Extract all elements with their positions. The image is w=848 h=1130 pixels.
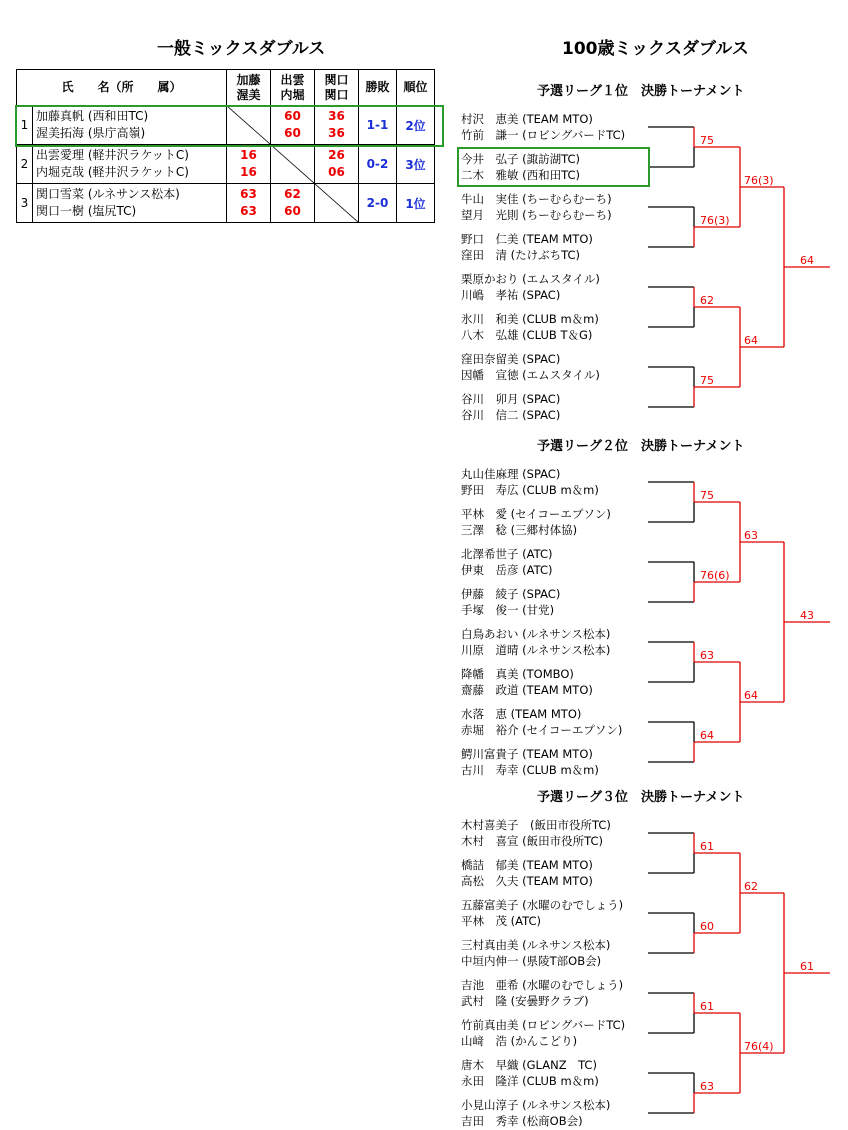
match-score: 75 <box>700 374 714 387</box>
player-name: 谷川 卯月 (SPAC) <box>461 392 561 406</box>
player-name: 鰐川富貴子 (TEAM MTO) <box>461 747 593 761</box>
header-name: 氏 名（所 属） <box>17 70 227 106</box>
player-name: 高松 久夫 (TEAM MTO) <box>461 874 593 888</box>
player-name: 関口一樹 (塩尻TC) <box>36 204 137 218</box>
senior-title: 100歳ミックスダブルス <box>562 39 749 59</box>
section-heading: 予選リーグ２位 決勝トーナメント <box>537 439 745 454</box>
player-name: 降幡 真美 (TOMBO) <box>461 667 574 681</box>
player-name: 永田 隆洋 (CLUB m＆m) <box>461 1074 599 1088</box>
header-col2: 出雲 内堀 <box>271 70 315 106</box>
player-name: 関口雪菜 (ルネサンス松本) <box>36 187 180 201</box>
match-score: 75 <box>700 489 714 502</box>
final-score: 64 <box>800 254 814 267</box>
player-name: 小見山淳子 (ルネサンス松本) <box>461 1098 611 1112</box>
header-col3: 関口 関口 <box>315 70 359 106</box>
row-number: 1 <box>17 106 33 145</box>
score-cell: 62 60 <box>271 184 315 223</box>
general-title: 一般ミックスダブルス <box>157 39 326 59</box>
player-name: 伊東 岳彦 (ATC) <box>461 563 553 577</box>
player-name: 平林 愛 (セイコーエプソン) <box>461 507 611 521</box>
player-name: 三村真由美 (ルネサンス松本) <box>461 938 611 952</box>
player-name: 谷川 信二 (SPAC) <box>461 408 561 422</box>
player-name: 望月 光則 (ちーむらむーち) <box>461 208 612 222</box>
player-name: 野口 仁美 (TEAM MTO) <box>461 232 593 246</box>
player-name: 三澤 稔 (三郷村体協) <box>461 523 578 537</box>
score-cell: 60 60 <box>271 106 315 145</box>
player-name: 中垣内伸一 (県陵T部OB会) <box>461 954 602 968</box>
rank: 1位 <box>397 184 435 223</box>
player-name: 氷川 和美 (CLUB m＆m) <box>461 312 599 326</box>
match-score: 61 <box>700 1000 714 1013</box>
player-name: 牛山 実佳 (ちーむらむーち) <box>461 192 612 206</box>
player-name: 木村喜美子 (飯田市役所TC) <box>461 818 611 832</box>
win-loss: 2-0 <box>359 184 397 223</box>
player-name: 橋詰 郁美 (TEAM MTO) <box>461 858 593 872</box>
player-name: 赤堀 裕介 (セイコーエプソン) <box>461 723 623 737</box>
match-score: 62 <box>744 880 758 893</box>
match-score: 60 <box>700 920 714 933</box>
player-name: 伊藤 綾子 (SPAC) <box>461 587 561 601</box>
win-loss: 1-1 <box>359 106 397 145</box>
player-name: 川嶋 孝祐 (SPAC) <box>461 288 561 302</box>
section-heading: 予選リーグ３位 決勝トーナメント <box>537 790 745 805</box>
player-name: 栗原かおり (エムスタイル) <box>461 272 600 286</box>
pair-highlight <box>457 147 650 187</box>
player-name: 竹前 謙一 (ロビングバードTC) <box>461 128 626 142</box>
win-loss: 0-2 <box>359 145 397 184</box>
player-name: 村沢 恵美 (TEAM MTO) <box>461 112 593 126</box>
match-score: 63 <box>700 649 714 662</box>
match-score: 76(4) <box>744 1040 774 1053</box>
player-name: 唐木 早織 (GLANZ TC) <box>461 1058 597 1072</box>
match-score: 61 <box>700 840 714 853</box>
score-cell: 36 36 <box>315 106 359 145</box>
player-name: 古川 寿幸 (CLUB m＆m) <box>461 763 599 777</box>
player-name: 手塚 俊一 (甘党) <box>461 603 555 617</box>
player-name: 加藤真帆 (西和田TC) <box>36 109 149 123</box>
row-number: 2 <box>17 145 33 184</box>
player-name: 山﨑 浩 (かんこどり) <box>461 1034 578 1048</box>
player-name: 今井 弘子 (諏訪湖TC) <box>461 152 581 166</box>
player-name: 北澤希世子 (ATC) <box>461 547 553 561</box>
match-score: 75 <box>700 134 714 147</box>
player-name: 窪田奈留美 (SPAC) <box>461 352 561 366</box>
player-name: 渥美拓海 (県庁高嶺) <box>36 126 146 140</box>
player-name: 出雲愛理 (軽井沢ラケットC) <box>36 148 189 162</box>
player-name: 八木 弘雄 (CLUB T＆G) <box>461 328 593 342</box>
rank: 3位 <box>397 145 435 184</box>
player-name: 竹前真由美 (ロビングバードTC) <box>461 1018 626 1032</box>
match-score: 64 <box>744 334 758 347</box>
player-name: 川原 道晴 (ルネサンス松本) <box>461 643 611 657</box>
player-name: 二木 雅敏 (西和田TC) <box>461 168 581 182</box>
player-name: 吉池 亜希 (水曜のむでしょう) <box>461 978 624 992</box>
match-score: 62 <box>700 294 714 307</box>
player-name: 因幡 宣徳 (エムスタイル) <box>461 368 600 382</box>
row-number: 3 <box>17 184 33 223</box>
match-score: 76(3) <box>700 214 730 227</box>
match-score: 64 <box>744 689 758 702</box>
player-name: 野田 寿広 (CLUB m＆m) <box>461 483 599 497</box>
match-score: 63 <box>744 529 758 542</box>
player-name: 吉田 秀幸 (松商OB会) <box>461 1114 583 1128</box>
player-name: 窪田 清 (たけぶちTC) <box>461 248 581 262</box>
player-name: 齋藤 政道 (TEAM MTO) <box>461 683 593 697</box>
player-name: 丸山佳麻理 (SPAC) <box>461 467 561 481</box>
header-rank: 順位 <box>397 70 435 106</box>
match-score: 76(6) <box>700 569 730 582</box>
match-score: 63 <box>700 1080 714 1093</box>
header-col1: 加藤 渥美 <box>227 70 271 106</box>
score-cell: 26 06 <box>315 145 359 184</box>
player-name: 水落 恵 (TEAM MTO) <box>461 707 582 721</box>
final-score: 43 <box>800 609 814 622</box>
player-name: 平林 茂 (ATC) <box>461 914 541 928</box>
player-name: 五藤富美子 (水曜のむでしょう) <box>461 898 624 912</box>
match-score: 76(3) <box>744 174 774 187</box>
score-cell: 16 16 <box>227 145 271 184</box>
final-score: 61 <box>800 960 814 973</box>
match-score: 64 <box>700 729 714 742</box>
player-name: 内堀克哉 (軽井沢ラケットC) <box>36 165 189 179</box>
player-name: 武村 隆 (安曇野クラブ) <box>461 994 589 1008</box>
player-name: 木村 喜宣 (飯田市役所TC) <box>461 834 604 848</box>
player-name: 白鳥あおい (ルネサンス松本) <box>461 627 611 641</box>
score-cell: 63 63 <box>227 184 271 223</box>
rank: 2位 <box>397 106 435 145</box>
section-heading: 予選リーグ１位 決勝トーナメント <box>537 84 745 99</box>
header-winloss: 勝敗 <box>359 70 397 106</box>
